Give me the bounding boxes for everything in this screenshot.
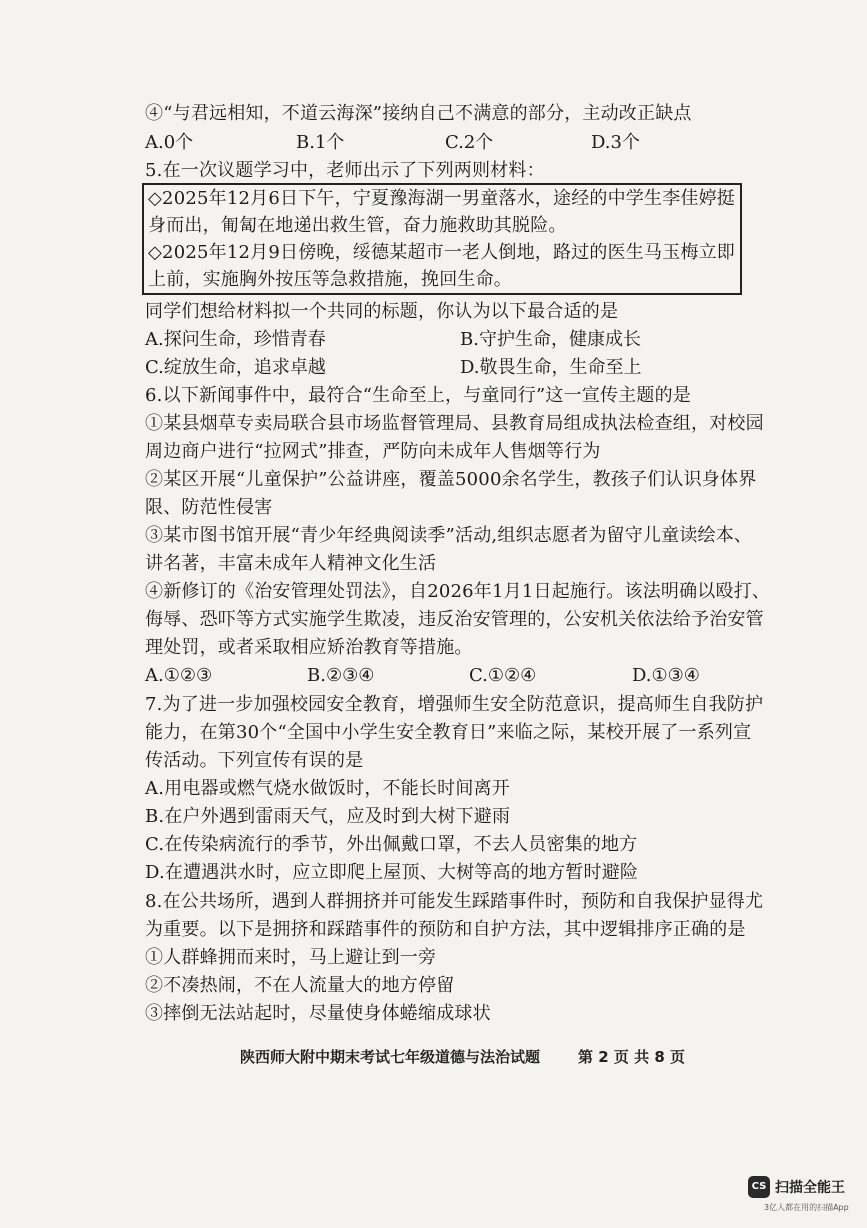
q8-item-1: ①人群蜂拥而来时，马上避让到一旁	[145, 947, 437, 968]
q7-option-a: A.用电器或燃气烧水做饭时，不能长时间离开	[145, 778, 510, 799]
q4-option-b: B.1个	[296, 132, 345, 153]
q6-option-c: C.①②④	[469, 665, 537, 686]
q6-item-2: ②某区开展“儿童保护”公益讲座，覆盖5000余名学生，教孩子们认识身体界	[145, 469, 757, 490]
q5-option-b: B.守护生命，健康成长	[460, 329, 641, 350]
q8-item-3: ③摔倒无法站起时，尽量使身体蜷缩成球状	[145, 1003, 491, 1024]
page-footer	[240, 1046, 685, 1067]
q5-question: 同学们想给材料拟一个共同的标题，你认为以下最合适的是	[145, 301, 619, 322]
camscanner-logo-icon: CS	[748, 1176, 770, 1198]
scanner-watermark	[748, 1170, 860, 1218]
q8-stem: 8.在公共场所，遇到人群拥挤并可能发生踩踏事件时，预防和自我保护显得尤	[145, 891, 764, 912]
q6-item-1: ①某县烟草专卖局联合县市场监督管理局、县教育局组成执法检查组，对校园	[145, 413, 764, 434]
q7-option-d: D.在遭遇洪水时，应立即爬上屋顶、大树等高的地方暂时避险	[145, 862, 639, 883]
q7-stem: 7.为了进一步加强校园安全教育，增强师生安全防范意识，提高师生自我防护	[145, 694, 764, 715]
q7-stem-cont: 能力，在第30个“全国中小学生安全教育日”来临之际，某校开展了一系列宣	[145, 722, 752, 743]
q6-option-b: B.②③④	[307, 665, 375, 686]
footer-page-number: 第 2 页 共 8 页	[578, 1048, 686, 1066]
q8-stem-cont: 为重要。以下是拥挤和踩踏事件的预防和自护方法，其中逻辑排序正确的是	[145, 919, 746, 940]
q6-option-a: A.①②③	[145, 665, 213, 686]
watermark-subtitle: 3亿人都在用的扫描App	[764, 1203, 849, 1212]
q4-statement-4: ④“与君远相知，不道云海深”接纳自己不满意的部分，主动改正缺点	[145, 103, 692, 124]
q6-item-4: ④新修订的《治安管理处罚法》，自2026年1月1日起施行。该法明确以殴打、	[145, 581, 771, 602]
q5-option-c: C.绽放生命，追求卓越	[145, 357, 326, 378]
watermark-title: 扫描全能王	[775, 1180, 845, 1196]
q6-item-4-cont: 侮辱、恐吓等方式实施学生欺凌，违反治安管理的，公安机关依法给予治安管	[145, 609, 764, 630]
q6-options	[145, 663, 745, 689]
material-box	[142, 183, 742, 295]
footer-title: 陕西师大附中期末考试七年级道德与法治试题	[240, 1048, 541, 1066]
q7-option-c: C.在传染病流行的季节，外出佩戴口罩，不去人员密集的地方	[145, 834, 638, 855]
q4-option-d: D.3个	[591, 132, 640, 153]
q6-item-3-cont: 讲名著，丰富未成年人精神文化生活	[145, 553, 437, 574]
q4-option-a: A.0个	[145, 132, 194, 153]
q7-stem-cont: 传活动。下列宣传有误的是	[145, 750, 364, 771]
material-line: 身而出，匍匐在地递出救生管，奋力施救助其脱险。	[148, 215, 567, 236]
q6-item-3: ③某市图书馆开展“青少年经典阅读季”活动,组织志愿者为留守儿童读绘本、	[145, 525, 753, 546]
q5-option-a: A.探问生命，珍惜青春	[145, 329, 326, 350]
q4-option-c: C.2个	[445, 132, 494, 153]
q6-item-1-cont: 周边商户进行“拉网式”排查，严防向未成年人售烟等行为	[145, 441, 601, 462]
q5-options-row-1	[145, 327, 745, 353]
q8-item-2: ②不凑热闹，不在人流量大的地方停留	[145, 975, 455, 996]
q6-item-2-cont: 限、防范性侵害	[145, 497, 273, 518]
q4-options	[145, 130, 745, 156]
q5-options-row-2	[145, 355, 745, 381]
material-line: ◇2025年12月6日下午，宁夏豫海湖一男童落水，途经的中学生李佳婷挺	[148, 188, 736, 209]
q7-option-b: B.在户外遇到雷雨天气，应及时到大树下避雨	[145, 806, 511, 827]
q6-item-4-cont: 理处罚，或者采取相应矫治教育等措施。	[145, 637, 473, 658]
q5-option-d: D.敬畏生命，生命至上	[460, 357, 642, 378]
q6-stem: 6.以下新闻事件中，最符合“生命至上，与童同行”这一宣传主题的是	[145, 385, 691, 406]
q5-stem: 5.在一次议题学习中，老师出示了下列两则材料：	[145, 160, 545, 181]
material-line: 上前，实施胸外按压等急救措施，挽回生命。	[148, 269, 512, 290]
q6-option-d: D.①③④	[632, 665, 700, 686]
material-line: ◇2025年12月9日傍晚，绥德某超市一老人倒地，路过的医生马玉梅立即	[148, 242, 736, 263]
